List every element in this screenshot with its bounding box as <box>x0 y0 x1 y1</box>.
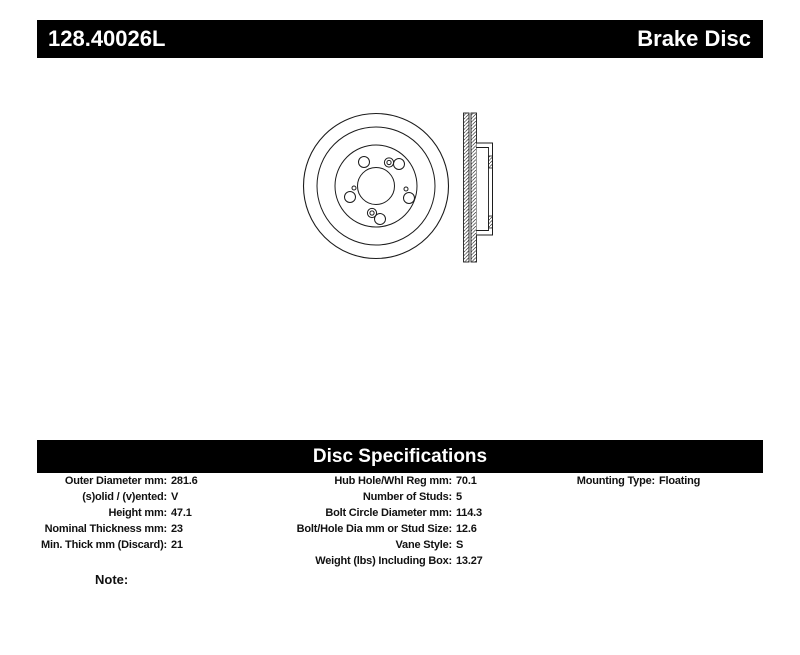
spec-row-outer-diameter <box>17 473 198 489</box>
spec-row-height <box>17 505 198 521</box>
spec-section-title: Disc Specifications <box>312 445 488 467</box>
spec-value: 47.1 <box>171 507 192 519</box>
spec-label: Bolt/Hole Dia mm or Stud Size: <box>296 523 452 535</box>
spec-value: V <box>171 491 179 503</box>
spec-row-vane-style <box>258 537 483 553</box>
spec-value: 12.6 <box>456 523 477 535</box>
spec-row-solid-vented <box>17 489 198 505</box>
spec-value: Floating <box>659 475 701 487</box>
spec-value: 281.6 <box>171 475 198 487</box>
spec-column-left <box>17 473 198 553</box>
spec-column-middle <box>258 473 483 569</box>
spec-row-nominal-thickness <box>17 521 198 537</box>
spec-value: 21 <box>171 539 183 551</box>
header-bar <box>37 20 763 58</box>
brake-disc-cross-section <box>464 113 493 262</box>
spec-label: Mounting Type: <box>576 475 655 487</box>
spec-label: Vane Style: <box>395 539 452 551</box>
spec-label: Height mm: <box>108 507 167 519</box>
spec-row-mounting-type <box>518 473 700 489</box>
brake-disc-front-view <box>304 114 449 259</box>
brake-disc-technical-drawing <box>280 100 510 275</box>
spec-label: Hub Hole/Whl Reg mm: <box>334 475 452 487</box>
spec-row-bolt-circle-diameter <box>258 505 483 521</box>
spec-row-number-of-studs <box>258 489 483 505</box>
product-type-title: Brake Disc <box>637 26 751 51</box>
spec-label: Nominal Thickness mm: <box>44 523 167 535</box>
spec-value: 13.27 <box>456 555 483 567</box>
spec-label: Min. Thick mm (Discard): <box>41 539 167 551</box>
spec-value: 114.3 <box>456 507 482 519</box>
spec-label: (s)olid / (v)ented: <box>82 491 167 503</box>
spec-value: 23 <box>171 523 183 535</box>
spec-label: Bolt Circle Diameter mm: <box>325 507 452 519</box>
spec-row-weight <box>258 553 483 569</box>
spec-label: Weight (lbs) Including Box: <box>315 555 452 567</box>
spec-column-right <box>518 473 700 489</box>
spec-row-min-thickness <box>17 537 198 553</box>
spec-value: 5 <box>456 491 462 503</box>
note-label: Note: <box>95 572 129 587</box>
spec-label: Number of Studs: <box>362 491 452 503</box>
spec-label: Outer Diameter mm: <box>64 475 167 487</box>
part-number: 128.40026L <box>48 26 166 51</box>
spec-value: S <box>456 539 464 551</box>
spec-value: 70.1 <box>456 475 477 487</box>
spec-row-hub-hole <box>258 473 483 489</box>
spec-row-bolt-hole-dia <box>258 521 483 537</box>
spec-section-header <box>37 440 763 473</box>
